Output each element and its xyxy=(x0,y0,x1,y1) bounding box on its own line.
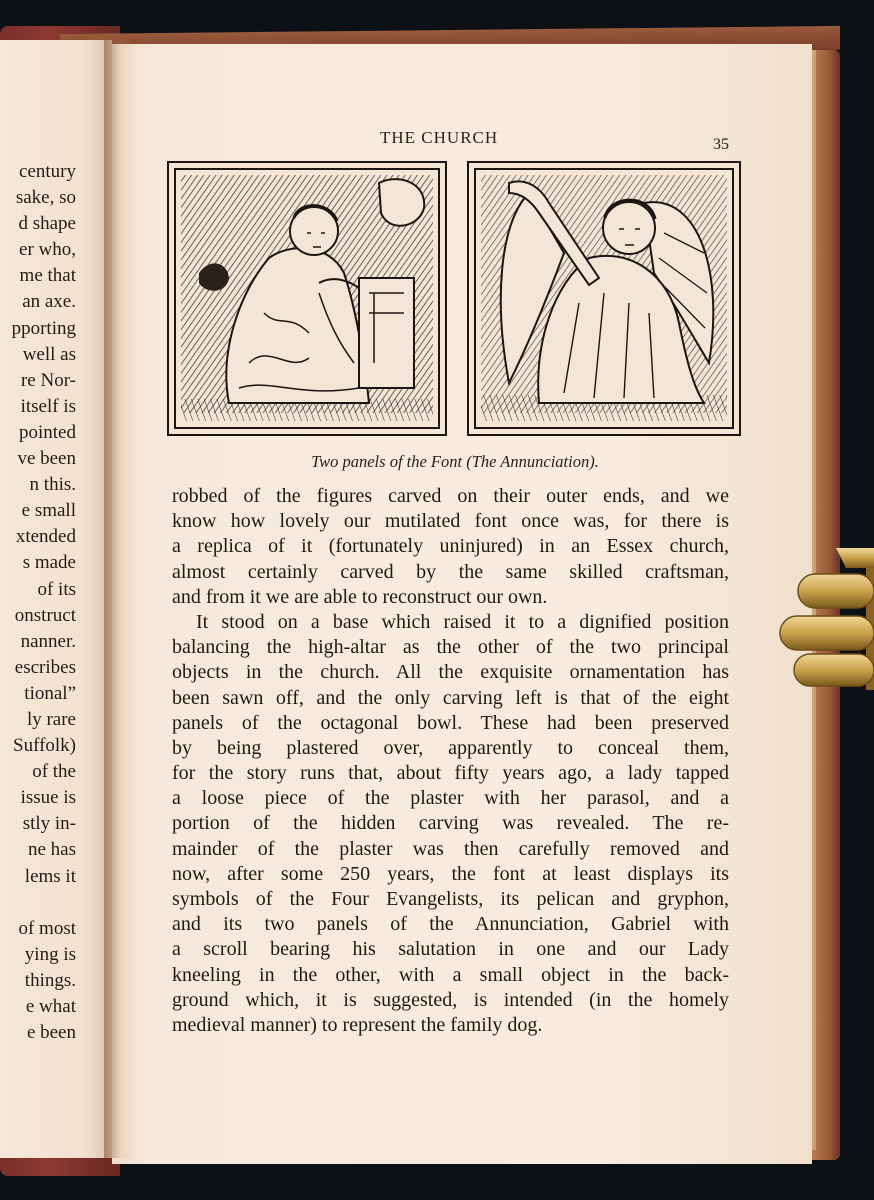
left-page-line: escribes xyxy=(14,656,76,678)
book-gutter xyxy=(104,40,132,1158)
gabriel-drawing xyxy=(469,163,739,434)
left-page-line: e small xyxy=(21,500,76,522)
body-line: now, after some 250 years, the font at least displays its xyxy=(172,862,729,885)
left-page-line: d shape xyxy=(18,213,76,235)
body-line: a replica of it (fortunately uninjured) in an Essex church, xyxy=(172,535,729,558)
left-page-line: ly rare xyxy=(26,708,76,730)
left-page-line: ve been xyxy=(17,448,76,470)
left-page-line: of most xyxy=(18,917,76,939)
body-line: a scroll bearing his salutation in one and our Lady xyxy=(172,938,729,961)
body-line: portion of the hidden carving was revealed. The re- xyxy=(172,812,729,835)
left-page-line: me that xyxy=(19,265,76,287)
left-page xyxy=(0,40,112,1158)
body-line: and its two panels of the Annunciation, Gabriel with xyxy=(172,913,729,936)
left-page-line: century xyxy=(19,161,76,182)
body-line: balancing the high-altar as the other of the two principal xyxy=(172,636,729,659)
left-page-line: pporting xyxy=(11,317,76,339)
body-line: panels of the octagonal bowl. These had been preserved xyxy=(172,711,729,734)
left-page-line: of the xyxy=(32,761,76,783)
left-page-text xyxy=(0,159,76,1046)
left-page-line: pointed xyxy=(19,421,76,443)
left-page-line: xtended xyxy=(15,526,76,548)
gold-book-clip xyxy=(776,548,874,690)
left-page-line: nanner. xyxy=(20,630,76,652)
body-line: and from it we are able to reconstruct our own. xyxy=(172,585,548,608)
left-page-line: tional” xyxy=(24,682,76,704)
body-line: kneeling in the other, with a small object in the back- xyxy=(172,963,729,986)
page-number: 35 xyxy=(713,136,729,153)
left-page-line: itself is xyxy=(20,395,76,417)
figure-caption: Two panels of the Font (The Annunciation). xyxy=(311,452,599,471)
body-line: robbed of the figures carved on their outer ends, and we xyxy=(172,485,729,507)
left-page-line: stly in- xyxy=(22,813,76,835)
left-page-line: n this. xyxy=(29,474,76,496)
left-page-line: er who, xyxy=(19,239,76,261)
left-page-line: re Nor- xyxy=(20,369,76,391)
left-page-line: lems it xyxy=(24,865,76,887)
left-page-line: well as xyxy=(22,343,76,365)
left-page-gap xyxy=(0,890,76,916)
our-lady-drawing xyxy=(169,163,445,434)
left-page-line: of its xyxy=(37,578,76,600)
body-line: been sawn off, and the only carving left is that of the eight xyxy=(172,686,729,709)
left-page-line: ne has xyxy=(27,839,76,861)
illustration-our-lady-panel xyxy=(167,161,447,436)
left-page-line: onstruct xyxy=(14,604,76,626)
left-page-line: issue is xyxy=(20,787,76,809)
body-line: objects in the church. All the exquisite ornamentation has xyxy=(172,661,729,684)
body-line: ground which, it is suggested, is intended (in the homely xyxy=(172,988,729,1011)
left-page-line: ying is xyxy=(24,943,76,965)
body-line: by being plastered over, apparently to conceal them, xyxy=(172,736,729,759)
running-head: THE CHURCH xyxy=(380,128,499,147)
left-page-line: s made xyxy=(22,552,76,574)
body-line: medieval manner) to represent the family dog. xyxy=(172,1013,543,1036)
body-text xyxy=(172,484,729,1038)
left-page-line: e what xyxy=(25,995,76,1017)
body-line: mainder of the plaster was then carefully removed and xyxy=(172,837,729,860)
illustration-gabriel-panel xyxy=(467,161,741,436)
left-page-line: an axe. xyxy=(22,291,76,313)
left-page-line: Suffolk) xyxy=(13,735,76,757)
left-page-line: things. xyxy=(24,969,76,991)
left-page-line: e been xyxy=(26,1022,76,1043)
body-line: for the story runs that, about fifty years ago, a lady tapped xyxy=(172,762,729,785)
left-page-line: sake, so xyxy=(15,187,76,209)
body-line: symbols of the Four Evangelists, its pelican and gryphon, xyxy=(172,888,729,910)
body-line: a loose piece of the plaster with her parasol, and a xyxy=(172,787,729,810)
body-line: know how lovely our mutilated font once was, for there is xyxy=(172,510,729,533)
body-line: almost certainly carved by the same skilled craftsman, xyxy=(172,560,729,583)
body-line: It stood on a base which raised it to a dignified position xyxy=(196,610,729,633)
